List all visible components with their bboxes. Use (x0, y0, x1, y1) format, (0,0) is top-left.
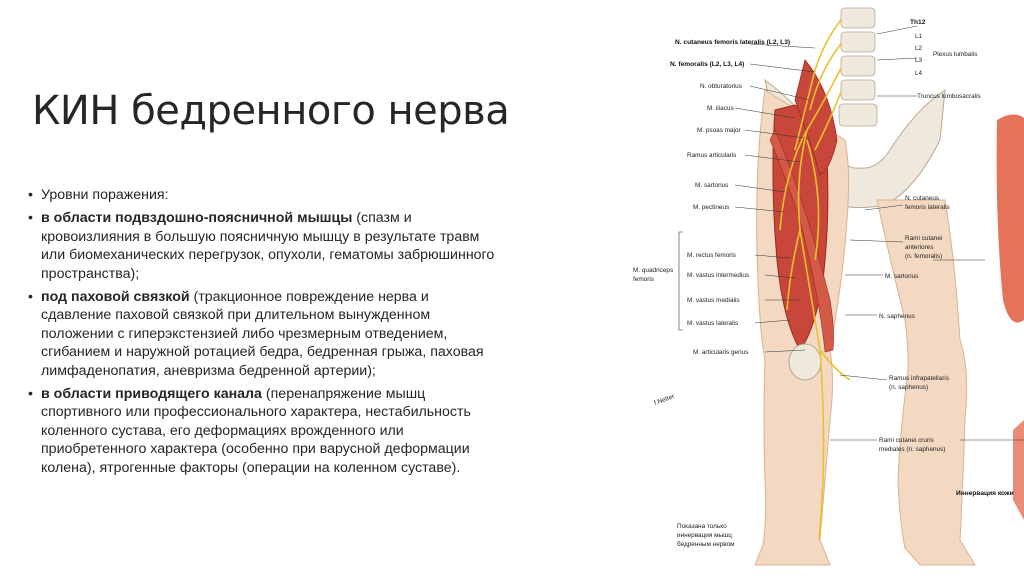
note-line-1: Показана только (677, 523, 727, 530)
label-m-vastus-lat: M. vastus lateralis (687, 320, 739, 327)
label-rami-cruris-2: mediales (n. saphenus) (879, 446, 946, 453)
anatomy-illustration (615, 0, 1024, 576)
bullet-inguinal-heading: под паховой связкой (41, 289, 190, 306)
bullet-levels: • Уровни поражения: (26, 186, 496, 204)
label-m-pectineus: M. pectineus (693, 204, 730, 211)
lumbar-spine (839, 8, 877, 126)
bullet-inguinal (26, 288, 496, 380)
skin-innervation-zone (997, 114, 1024, 322)
label-m-quadriceps-1: M. quadriceps (633, 267, 674, 274)
quadriceps-bracket (679, 232, 683, 330)
patella (789, 344, 821, 380)
label-n-cut-fem-lat: N. cutaneus femoris lateralis (L2, L3) (675, 39, 791, 46)
note-line-3: бедренным нервом (677, 541, 735, 548)
label-rami-cruris-1: Rami cutanei cruris (879, 437, 934, 444)
label-n-obturatorius: N. obturatorius (700, 83, 742, 90)
label-m-vastus-int: M. vastus intermedius (687, 272, 750, 279)
note-line-2: иннервация мышц (677, 532, 732, 539)
slide-title: КИН бедренного нерва (32, 88, 510, 134)
label-m-psoas: M. psoas major (697, 127, 741, 134)
bullet-iliopsoas (26, 209, 496, 283)
bullet-iliopsoas-text: (спазм и кровоизлияния в большую поясничную мышцу в результате травм или биомеханических перегрузок, опухоли, гематомы забрюшинного пространства); (41, 210, 495, 282)
label-l2: L2 (915, 45, 923, 52)
label-m-sartorius-top: M. sartorius (695, 182, 729, 189)
label-m-vastus-med: M. vastus medialis (687, 297, 740, 304)
label-m-sartorius-right: M. sartorius (885, 273, 919, 280)
skin-innervation-zone-lower (1013, 420, 1024, 520)
label-m-quadriceps-2: femoris (633, 276, 654, 283)
label-l3: L3 (915, 57, 923, 64)
bullet-list (26, 186, 496, 482)
label-m-artic-genus: M. articularis genus (693, 349, 749, 356)
femoral-nerve-diagram (615, 0, 1024, 576)
label-ramus-infra-2: (n. saphenus) (889, 384, 929, 391)
label-n-femoralis: N. femoralis (L2, L3, L4) (670, 61, 745, 68)
label-plexus-lumbalis: Plexus lumbalis (933, 51, 978, 58)
label-m-iliacus: M. iliacus (707, 105, 734, 112)
label-ramus-infra-1: Ramus infrapatellaris (889, 375, 950, 382)
label-l1: L1 (915, 33, 923, 40)
label-m-rectus: M. rectus femoris (687, 252, 737, 259)
bullet-adductor-heading: в области приводящего канала (41, 386, 262, 403)
label-n-cut-lat-2: femoris lateralis (905, 204, 950, 211)
bullet-inguinal-text: (тракционное повреждение нерва и сдавление паховой связкой при длительном вынужденном положении с гиперэкстензией либо чрезмерным отведением, сгибанием и наружной ротацией бедра, бедренная грыжа, паховая лимфаденопатия, аневризма бедренной артерии); (41, 289, 484, 379)
label-l4: L4 (915, 70, 923, 77)
bullet-iliopsoas-heading: в области подвздошно-поясничной мышцы (41, 210, 353, 227)
artist-signature: f.Netter (653, 393, 676, 407)
label-rami-ant-1: Rami cutanei (905, 235, 943, 242)
bullet-adductor-text: (перенапряжение мышц спортивного или профессионального характера, нестабильность коленного сустава, его деформациях врожденного или приобретенного характера (особенно при варусной деформации колена), ятрогенные факторы (операции на коленном суставе). (41, 386, 471, 476)
label-ramus-articularis: Ramus articularis (687, 152, 737, 159)
label-n-cut-lat-1: N. cutaneus (905, 195, 940, 202)
label-th12: Th12 (910, 19, 926, 26)
label-truncus: Truncus lumbosacralis (917, 93, 981, 100)
label-innervacia: Иннервация кожи (956, 490, 1014, 497)
label-rami-ant-3: (n. femoralis) (905, 253, 943, 260)
label-rami-ant-2: anteriores (905, 244, 934, 251)
bullet-adductor-canal (26, 385, 496, 477)
label-n-saphenus: N. saphenus (879, 313, 915, 320)
